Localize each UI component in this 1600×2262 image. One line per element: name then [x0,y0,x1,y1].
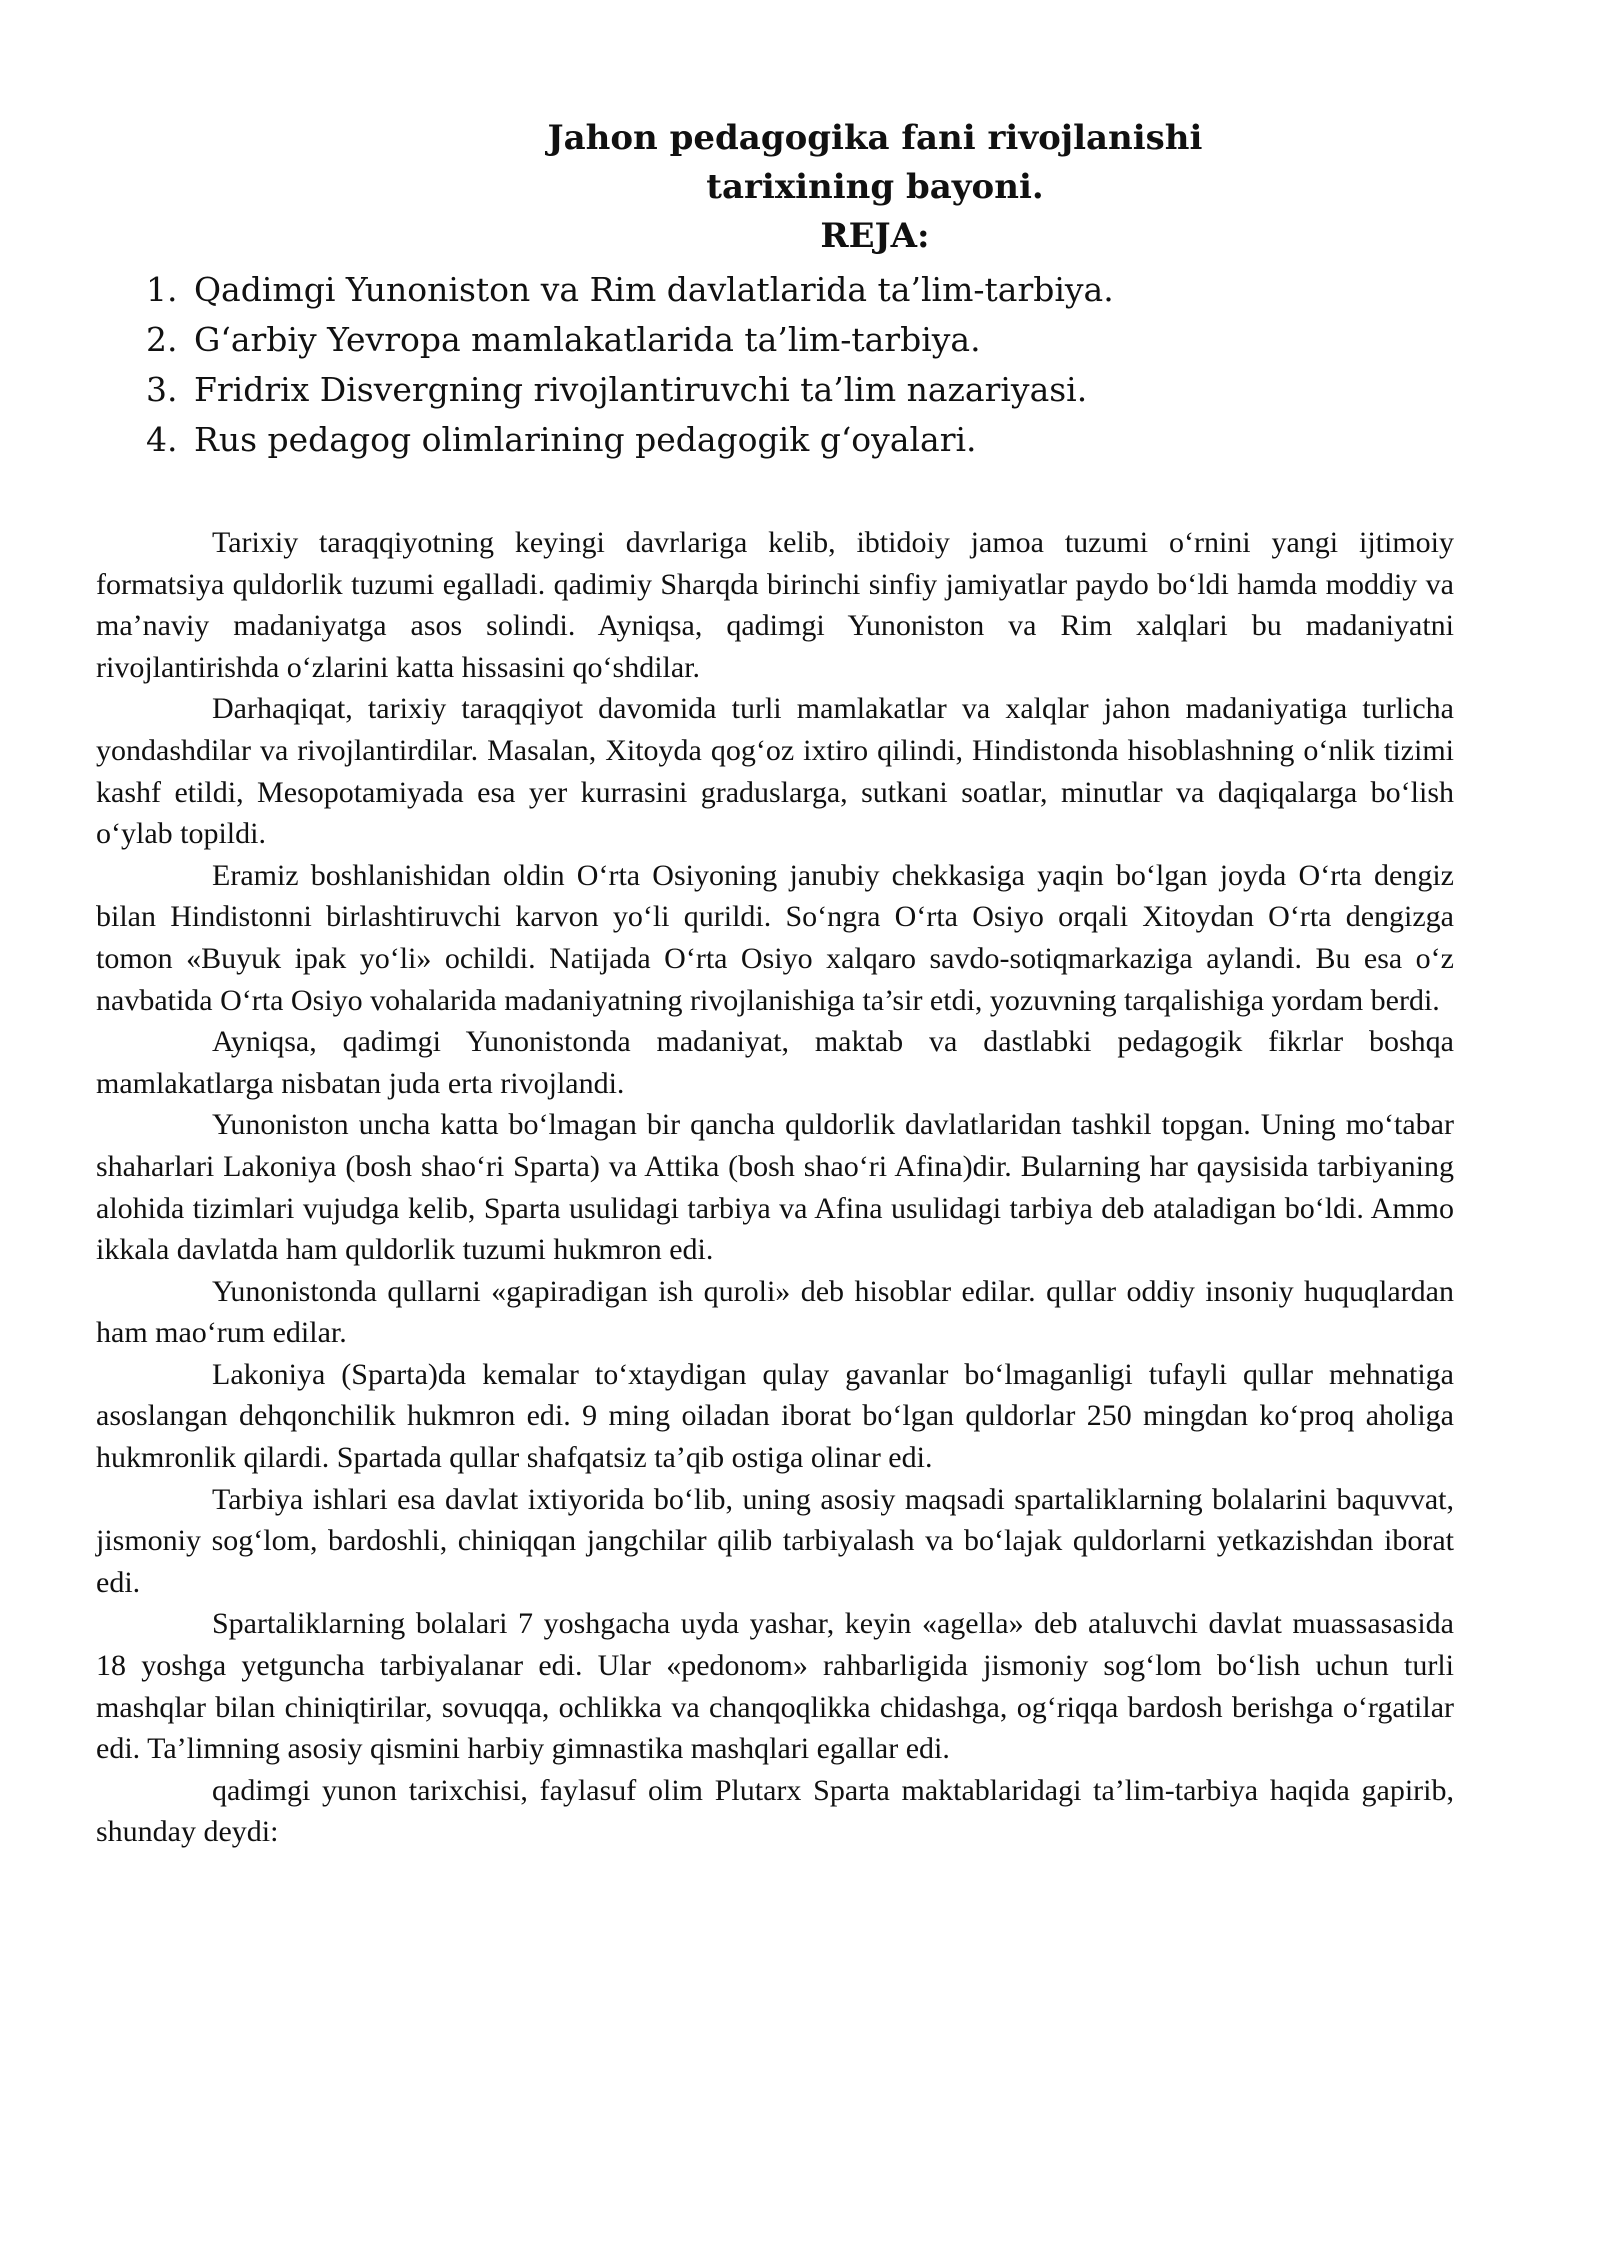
paragraph: Tarbiya ishlari esa davlat ixtiyorida bo‘lib, uning asosiy maqsadi spartaliklarning bolalarini baquvvat, jismoniy sog‘lom, bardoshli, chiniqqan jangchilar qilib tarbiyalash va bo‘lajak quldorlarni yetkazishdan iborat edi. [96,1482,1454,1599]
plan-item-text: Qadimgi Yunoniston va Rim davlatlarida ta’lim-tarbiya. [194,270,1114,309]
plan-item-number: 1. [146,270,178,309]
plan-item-number: 2. [146,320,178,359]
body-text [96,522,1454,1853]
plan-item-number: 4. [146,420,178,459]
plan-item [146,315,1114,365]
plan-item-text: G‘arbiy Yevropa mamlakatlarida ta’lim-tarbiya. [194,320,981,359]
paragraph: Spartaliklarning bolalari 7 yoshgacha uyda yashar, keyin «agella» deb ataluvchi davlat muassasasida 18 yoshga yetguncha tarbiyalanar edi. Ular «pedonom» rahbarligida jismoniy sog‘lom bo‘lish uchun turli mashqlar bilan chiniqtirilar, sovuqqa, ochlikka va chanqoqlikka chidashga, og‘riqqa bardosh berishga o‘rgatilar edi. Ta’limning asosiy qismini harbiy gimnastika mashqlari egallar edi. [96,1607,1454,1766]
plan-heading: REJA: [820,216,930,256]
paragraph: Yunonistonda qullarni «gapiradigan ish quroli» deb hisoblar edilar. qullar oddiy insoniy huquqlardan ham mao‘rum edilar. [96,1274,1454,1350]
plan-item-number: 3. [146,370,178,409]
plan-item-text: Fridrix Disvergning rivojlantiruvchi ta’lim nazariyasi. [194,370,1088,409]
plan-item [146,365,1114,415]
paragraph: Eramiz boshlanishidan oldin O‘rta Osiyoning janubiy chekkasiga yaqin bo‘lgan joyda O‘rta dengiz bilan Hindistonni birlashtiruvchi karvon yo‘li qurildi. So‘ngra O‘rta Osiyo orqali Xitoydan O‘rta dengizga tomon «Buyuk ipak yo‘li» ochildi. Natijada O‘rta Osiyo xalqaro savdo-sotiqmarkaziga aylandi. Bu esa o‘z navbatida O‘rta Osiyo vohalarida madaniyatning rivojlanishiga ta’sir etdi, yozuvning tarqalishiga yordam berdi. [96,858,1454,1017]
plan-item-text: Rus pedagog olimlarining pedagogik g‘oyalari. [194,420,977,459]
plan-item [146,265,1114,315]
title-block [0,114,1600,261]
document-title-line-1: Jahon pedagogika fani rivojlanishi [547,118,1203,158]
paragraph: Yunoniston uncha katta bo‘lmagan bir qancha quldorlik davlatlaridan tashkil topgan. Uning mo‘tabar shaharlari Lakoniya (bosh shao‘ri Sparta) va Attika (bosh shao‘ri Afina)dir. Bularning har qaysisida tarbiyaning alohida tizimlari vujudga kelib, Sparta usulidagi tarbiya va Afina usulidagi tarbiya deb ataladigan bo‘ldi. Ammo ikkala davlatda ham quldorlik tuzumi hukmron edi. [96,1108,1454,1267]
paragraph: Tarixiy taraqqiyotning keyingi davrlariga kelib, ibtidoiy jamoa tuzumi o‘rnini yangi ijtimoiy formatsiya quldorlik tuzumi egalladi. qadimiy Sharqda birinchi sinfiy jamiyatlar paydo bo‘ldi hamda moddiy va ma’naviy madaniyatga asos solindi. Ayniqsa, qadimgi Yunoniston va Rim xalqlari bu madaniyatni rivojlantirishda o‘zlarini katta hissasini qo‘shdilar. [96,526,1454,684]
plan-list [146,265,1114,465]
document-title-line-2: tarixining bayoni. [706,167,1044,207]
paragraph: qadimgi yunon tarixchisi, faylasuf olim Plutarx Sparta maktablaridagi ta’lim-tarbiya haqida gapirib, shunday deydi: [96,1773,1454,1849]
paragraph: Ayniqsa, qadimgi Yunonistonda madaniyat, maktab va dastlabki pedagogik fikrlar boshqa mamlakatlarga nisbatan juda erta rivojlandi. [96,1025,1454,1100]
plan-item [146,415,1114,465]
paragraph: Lakoniya (Sparta)da kemalar to‘xtaydigan qulay gavanlar bo‘lmaganligi tufayli qullar mehnatiga asoslangan dehqonchilik hukmron edi. 9 ming oiladan iborat bo‘lgan quldorlar 250 mingdan ko‘proq aholiga hukmronlik qilardi. Spartada qullar shafqatsiz ta’qib ostiga olinar edi. [96,1357,1454,1475]
paragraph: Darhaqiqat, tarixiy taraqqiyot davomida turli mamlakatlar va xalqlar jahon madaniyatiga turlicha yondashdilar va rivojlantirdilar. Masalan, Xitoyda qog‘oz ixtiro qilindi, Hindistonda hisoblashning o‘nlik tizimi kashf etildi, Mesopotamiyada esa yer kurrasini graduslarga, sutkani soatlar, minutlar va daqiqalarga bo‘lish o‘ylab topildi. [96,692,1454,851]
